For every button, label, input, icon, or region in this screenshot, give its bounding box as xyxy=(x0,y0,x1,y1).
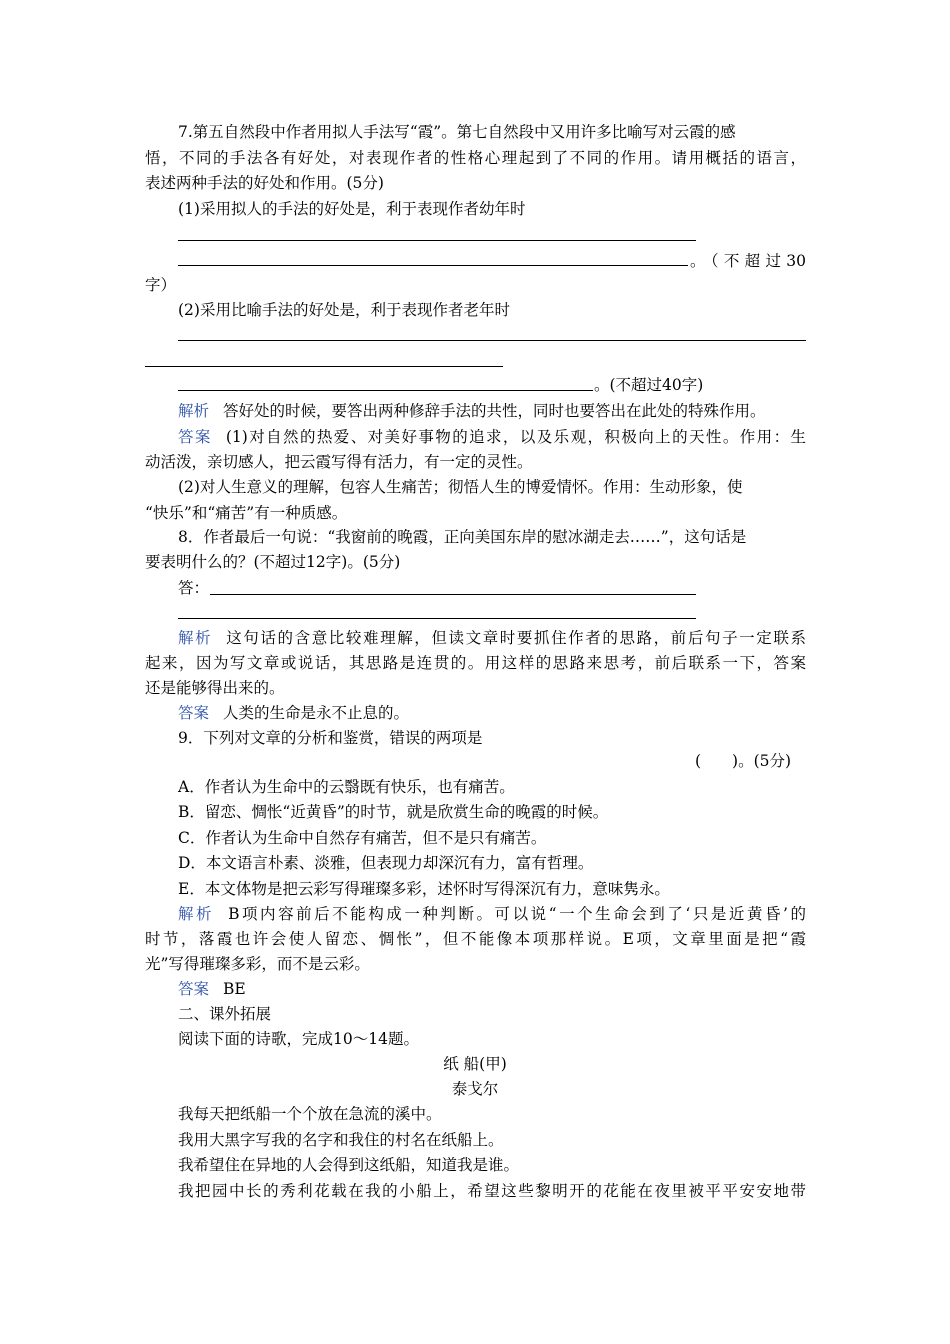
q7-stem-line-1: 7.第五自然段中作者用拟人手法写“霞”。第七自然段中又用许多比喻写对云霞的感 xyxy=(178,123,736,141)
q9-option-e: E．本文体物是把云彩写得璀璨多彩，述怀时写得深沉有力，意味隽永。 xyxy=(178,880,670,898)
q9-option-b: B．留恋、惆怅“近黄昏”的时节，就是欣赏生命的晚霞的时候。 xyxy=(178,803,609,821)
q9-option-d: D．本文语言朴素、淡雅，但表现力却深沉有力，富有哲理。 xyxy=(178,854,594,872)
q9-analysis-line-2: 时节，落霞也许会使人留恋、惆怅”，但不能像本项那样说。E项，文章里面是把“霞 xyxy=(145,930,806,948)
analysis-label: 解析 xyxy=(178,402,210,420)
q7-part1-limit-cont: 字） xyxy=(145,276,177,294)
q7-part1-prompt: (1)采用拟人的手法的好处是，利于表现作者幼年时 xyxy=(178,200,526,218)
q8-analysis-line-2: 起来，因为写文章或说话，其思路是连贯的。用这样的思路来思考，前后联系一下，答案 xyxy=(145,654,806,672)
q7-answer-line-3: (2)对人生意义的理解，包容人生痛苦；彻悟人生的博爱情怀。作用：生动形象，使 xyxy=(178,478,743,496)
q7-stem-line-2: 悟，不同的手法各有好处，对表现作者的性格心理起到了不同的作用。请用概括的语言， xyxy=(145,149,806,167)
analysis-text: 这句话的含意比较难理解，但读文章时要抓住作者的思路，前后句子一定联系 xyxy=(226,629,806,647)
q9-analysis-line-3: 光”写得璀璨多彩，而不是云彩。 xyxy=(145,955,370,973)
q7-stem-line-3: 表述两种手法的好处和作用。(5分) xyxy=(145,174,384,192)
poem-line: 我希望住在异地的人会得到这纸船，知道我是谁。 xyxy=(178,1156,520,1174)
q9-option-a: A．作者认为生命中的云翳既有快乐，也有痛苦。 xyxy=(178,778,515,796)
q9-option-c: C．作者认为生命中自然存有痛苦，但不是只有痛苦。 xyxy=(178,829,547,847)
q8-stem-line-1: 8．作者最后一句说：“我窗前的晚霞，正向美国东岸的慰冰湖走去……”，这句话是 xyxy=(178,528,747,546)
q8-answer xyxy=(178,700,409,726)
q8-blank-label: 答： xyxy=(178,579,210,597)
answer-blank-line xyxy=(178,618,696,619)
q8-stem-line-2: 要表明什么的？(不超过12字)。(5分) xyxy=(145,553,401,571)
analysis-label: 解析 xyxy=(178,905,215,923)
answer-label: 答案 xyxy=(178,704,210,722)
q7-part2-prompt: (2)采用比喻手法的好处是，利于表现作者老年时 xyxy=(178,301,510,319)
poem-author: 泰戈尔 xyxy=(451,1080,499,1098)
poem-line: 我每天把纸船一个个放在急流的溪中。 xyxy=(178,1105,442,1123)
q7-part1-limit: 。（不超过30 xyxy=(690,252,806,270)
q9-analysis xyxy=(178,901,806,927)
section-heading: 二、课外拓展 xyxy=(178,1005,272,1023)
q9-stem: 9．下列对文章的分析和鉴赏，错误的两项是 xyxy=(178,729,483,747)
q7-answer-line-2: 动活泼，亲切感人，把云霞写得有活力，有一定的灵性。 xyxy=(145,453,533,471)
q7-answer-line-4: “快乐”和“痛苦”有一种质感。 xyxy=(145,504,348,522)
answer-blank-line xyxy=(178,390,593,391)
answer-label: 答案 xyxy=(178,428,212,446)
q8-analysis xyxy=(178,625,806,651)
answer-text: (1)对自然的热爱、对美好事物的追求，以及乐观，积极向上的天性。作用：生 xyxy=(225,428,806,446)
analysis-label: 解析 xyxy=(178,629,213,647)
q7-analysis xyxy=(178,398,766,424)
analysis-text: B项内容前后不能构成一种判断。可以说“一个生命会到了‘只是近黄昏’的 xyxy=(228,905,806,923)
answer-blank-line xyxy=(178,240,696,241)
poem-title: 纸 船(甲) xyxy=(443,1055,507,1073)
analysis-text: 答好处的时候，要答出两种修辞手法的共性，同时也要答出在此处的特殊作用。 xyxy=(223,402,766,420)
section-intro: 阅读下面的诗歌，完成10～14题。 xyxy=(178,1030,419,1048)
q8-analysis-line-3: 还是能够得出来的。 xyxy=(145,679,285,697)
answer-blank-line xyxy=(210,594,696,595)
answer-label: 答案 xyxy=(178,980,210,998)
answer-text: BE xyxy=(223,980,246,998)
poem-line: 我把园中长的秀利花载在我的小船上，希望这些黎明开的花能在夜里被平平安安地带 xyxy=(178,1182,806,1200)
answer-blank-line xyxy=(145,366,503,367)
answer-blank-line xyxy=(178,265,688,266)
q7-answer xyxy=(178,424,806,450)
poem-line: 我用大黑字写我的名字和我住的村名在纸船上。 xyxy=(178,1131,504,1149)
q9-answer-bracket: ( )。(5分) xyxy=(695,752,792,770)
q9-answer xyxy=(178,976,246,1002)
q7-part2-limit: 。(不超过40字) xyxy=(594,376,704,394)
answer-blank-line xyxy=(178,340,806,341)
answer-text: 人类的生命是永不止息的。 xyxy=(223,704,410,722)
